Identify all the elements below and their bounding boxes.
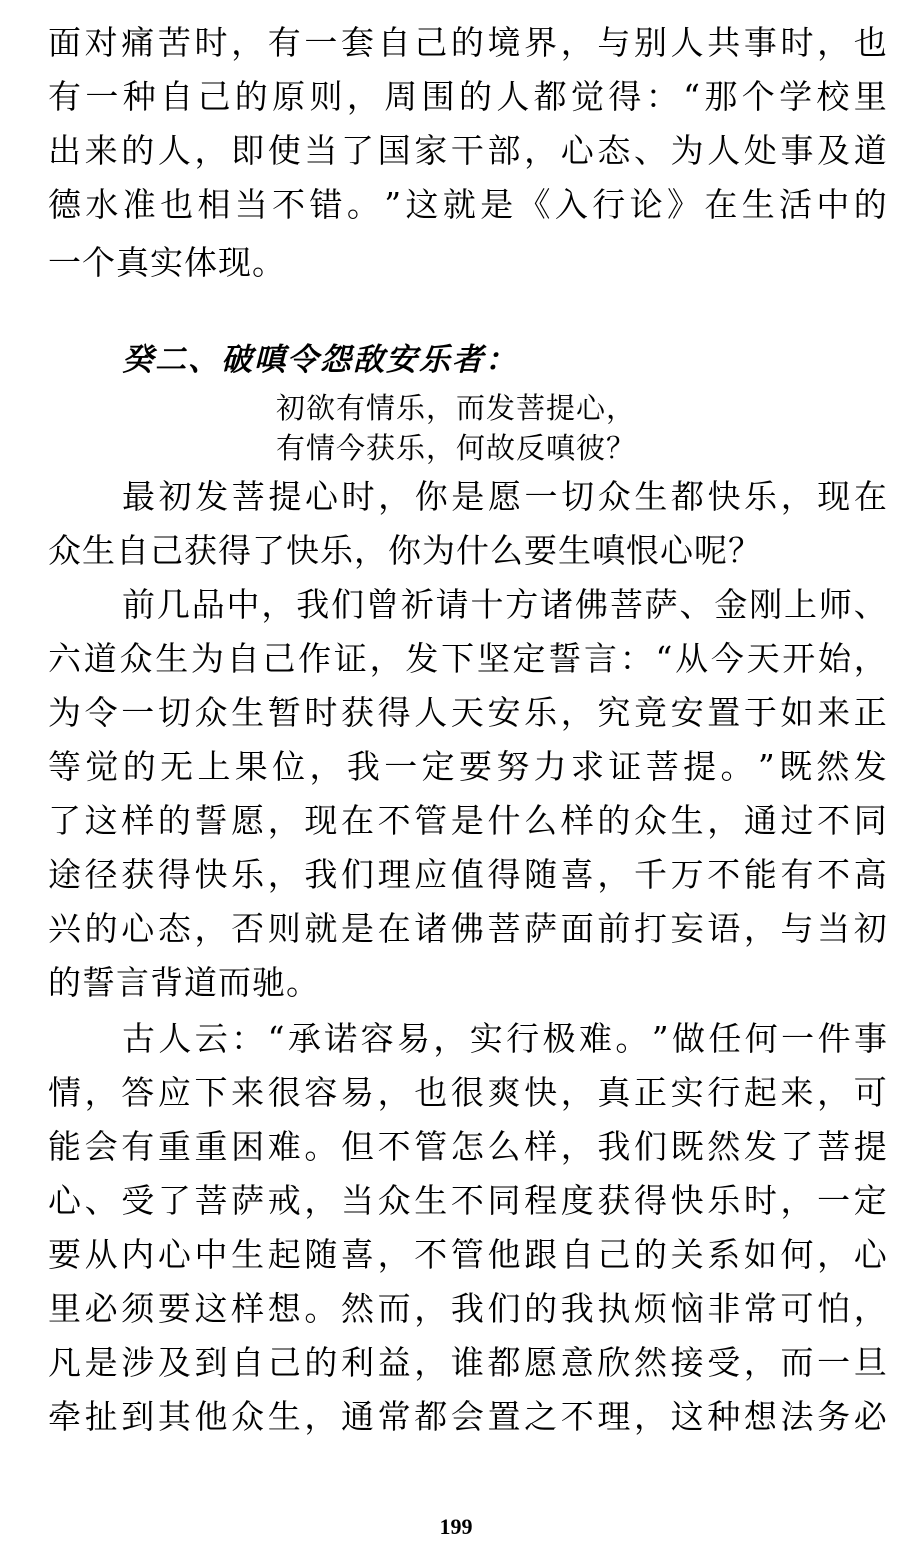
text-line: 情 ， 答 应 下 来 很 容 易 ， 也 很 爽 快 ， 真 正 实 行 起 来 ， 可: [48, 1073, 888, 1112]
text-line: 面 对 痛 苦 时 ， 有 一 套 自 己 的 境 界 ， 与 别 人 共 事 时 ， 也: [48, 23, 888, 62]
text-line: 能 会 有 重 重 困 难 。 但 不 管 怎 么 样 ， 我 们 既 然 发 了 菩 提: [48, 1127, 888, 1166]
text-line: 的誓言背道而驰。: [48, 963, 320, 1002]
text-line: 里 必 须 要 这 样 想 。 然 而 ， 我 们 的 我 执 烦 恼 非 常 可 怕 ，: [48, 1289, 888, 1328]
text-line: 要 从 内 心 中 生 起 随 喜 ， 不 管 他 跟 自 己 的 关 系 如 何 ， 心: [48, 1235, 888, 1274]
page-number: 199: [439, 1514, 473, 1539]
section-heading: 癸二、破嗔令怨敌安乐者：: [122, 342, 518, 378]
text-line: 等 觉 的 无 上 果 位 ， 我 一 定 要 努 力 求 证 菩 提 。 ” 既 然 发: [48, 747, 888, 786]
text-line: 最 初 发 菩 提 心 时 ， 你 是 愿 一 切 众 生 都 快 乐 ， 现 在: [122, 477, 888, 516]
text-line: 出 来 的 人 ， 即 使 当 了 国 家 干 部 ， 心 态 、 为 人 处 事 及 道: [48, 131, 888, 170]
text-line: 德 水 准 也 相 当 不 错 。 ” 这 就 是 《 入 行 论 》 在 生 活 中 的: [48, 185, 888, 224]
text-line: 凡 是 涉 及 到 自 己 的 利 益 ， 谁 都 愿 意 欣 然 接 受 ， 而 一 旦: [48, 1343, 888, 1382]
text-line: 一个真实体现。: [48, 243, 286, 282]
verse-line: 初欲有情乐，而发菩提心，: [276, 391, 637, 425]
text-line: 牵 扯 到 其 他 众 生 ， 通 常 都 会 置 之 不 理 ， 这 种 想 法 务 必: [48, 1397, 888, 1436]
text-line: 众生自己获得了快乐，你为什么要生嗔恨心呢？: [48, 531, 762, 570]
text-line: 为 令 一 切 众 生 暂 时 获 得 人 天 安 乐 ， 究 竟 安 置 于 如 来 正: [48, 693, 888, 732]
verse-line: 有情今获乐，何故反嗔彼？: [276, 431, 637, 465]
text-line: 前 几 品 中 ， 我 们 曾 祈 请 十 方 诸 佛 菩 萨 、 金 刚 上 师 、: [122, 585, 888, 624]
text-line: 途 径 获 得 快 乐 ， 我 们 理 应 值 得 随 喜 ， 千 万 不 能 有 不 高: [48, 855, 888, 894]
text-line: 古 人 云 ： “ 承 诺 容 易 ， 实 行 极 难 。 ” 做 任 何 一 件 事: [122, 1019, 888, 1058]
text-line: 了 这 样 的 誓 愿 ， 现 在 不 管 是 什 么 样 的 众 生 ， 通 过 不 同: [48, 801, 888, 840]
text-line: 有 一 种 自 己 的 原 则 ， 周 围 的 人 都 觉 得 ： “ 那 个 学 校 里: [48, 77, 888, 116]
text-line: 兴 的 心 态 ， 否 则 就 是 在 诸 佛 菩 萨 面 前 打 妄 语 ， 与 当 初: [48, 909, 888, 948]
text-line: 心 、 受 了 菩 萨 戒 ， 当 众 生 不 同 程 度 获 得 快 乐 时 ， 一 定: [48, 1181, 888, 1220]
text-line: 六 道 众 生 为 自 己 作 证 ， 发 下 坚 定 誓 言 ： “ 从 今 天 开 始 ，: [48, 639, 888, 678]
